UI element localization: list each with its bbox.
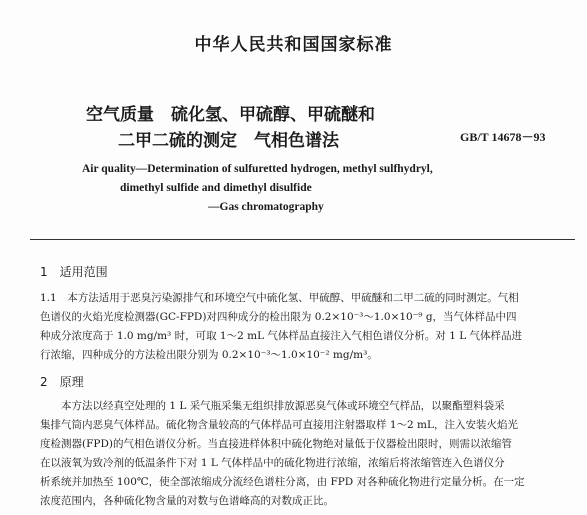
title-en-line3: —Gas chromatography <box>208 201 324 213</box>
title-cn-line2: 二甲二硫的测定 气相色谱法 <box>118 131 339 151</box>
section-body-scope: 1.1 本方法适用于恶臭污染源排气和环境空气中硫化氢、甲硫醇、甲硫醚和二甲二硫的同时测定。气相 色谱仪的火焰光度检测器(GC-FPD)对四种成分的检出限为 0.2×10⁻³～1.0×10⁻⁹ g，当气体样品中四 种成分浓度高于 1.0 mg/m³ 时，可取 1～2 mL 气体样品直接注入气相色谱仪分析。对 1 L 气体样品进 行浓缩，四种成分的方法检出限分别为 0.2×10⁻³～1.0×10⁻² mg/m³。 <box>40 292 523 361</box>
section-body-principle: 本方法以经真空处理的 1 L 采气瓶采集无组织排放源恶臭气体或环境空气样品，以聚酯塑料袋采 集排气筒内恶臭气体样品。硫化物含量较高的气体样品可直接用注射器取样 1～2 mL，注入安装火焰光 度检测器(FPD)的气相色谱仪分析。当直接进样体积中硫化物绝对量低于仪器检出限时，则需以浓缩管 在以液氧为致冷剂的低温条件下对 1 L 气体样品中的硫化物进行浓缩，浓缩后将浓缩管连入色谱仪分 析系统并加热至 100℃，使全部浓缩成分流经色谱柱分离，由 FPD 对各种硫化物进行定量分析。在一定 浓度范围内，各种硫化物含量的对数与色谱峰高的对数成正比。 <box>40 400 525 507</box>
title-en-line1: Air quality—Determination of sulfuretted hydrogen, methyl sulfhydryl, <box>82 163 433 175</box>
section-heading-scope: 1 适用范围 <box>40 265 108 279</box>
national-standard-heading: 中华人民共和国国家标准 <box>194 35 393 55</box>
section-heading-principle: 2 原理 <box>40 375 84 389</box>
title-cn-line1: 空气质量 硫化氢、甲硫醇、甲硫醚和 <box>86 105 375 125</box>
title-en-line2: dimethyl sulfide and dimethyl disulfide <box>120 182 312 194</box>
header-divider <box>30 239 575 240</box>
standard-code: GB/T 14678－93 <box>460 130 546 144</box>
